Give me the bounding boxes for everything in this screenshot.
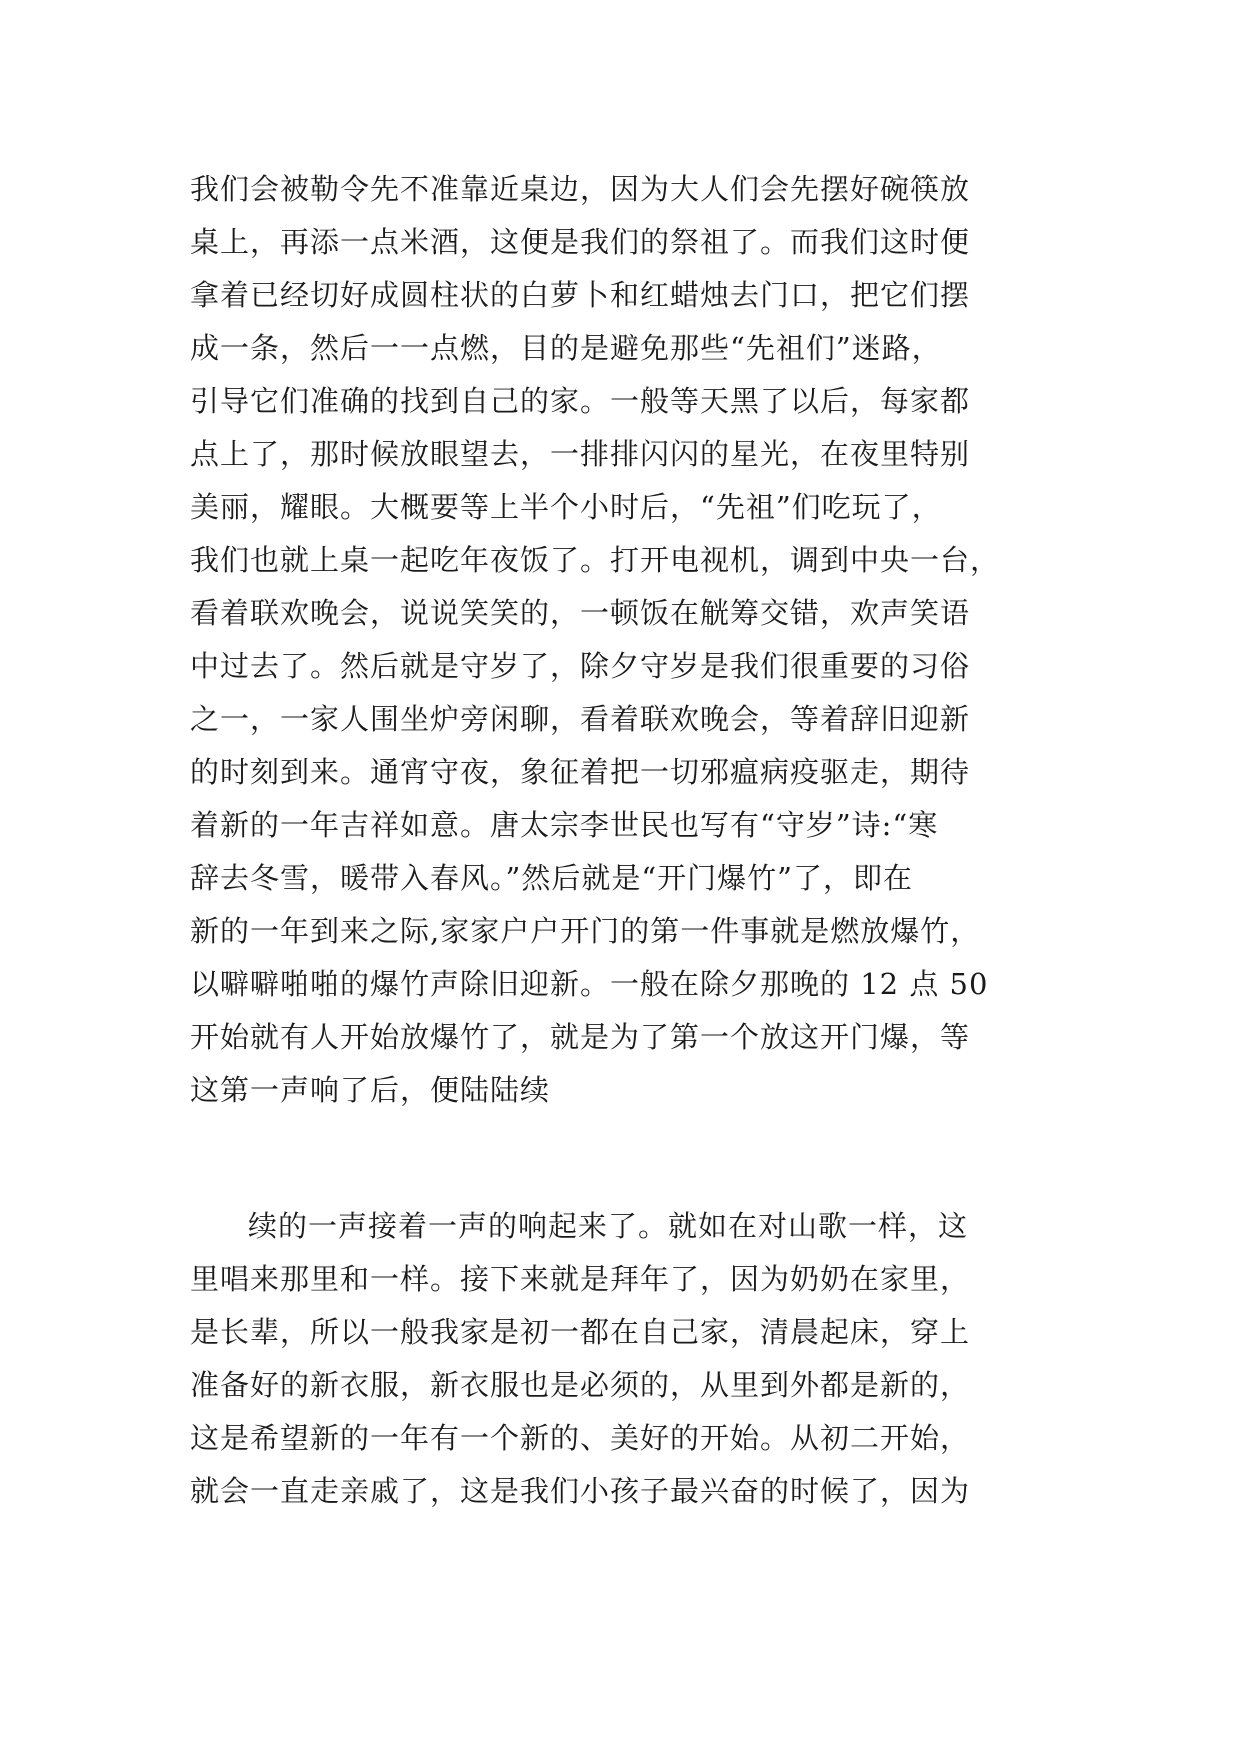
text-line: 点上了，那时候放眼望去，一排排闪闪的星光，在夜里特别 (190, 437, 971, 471)
text-line-indented: 续的一声接着一声的响起来了。就如在对山歌一样，这 (248, 1209, 969, 1243)
text-line: 新的一年到来之际,家家户户开门的第一件事就是燃放爆竹， (190, 914, 981, 948)
text-line: 辞去冬雪，暖带入春风。”然后就是“开门爆竹”了，即在 (190, 861, 913, 895)
text-line: 我们会被勒令先不准靠近桌边，因为大人们会先摆好碗筷放 (190, 172, 971, 206)
text-line: 桌上，再添一点米酒，这便是我们的祭祖了。而我们这时便 (190, 225, 971, 259)
text-line: 里唱来那里和一样。接下来就是拜年了，因为奶奶在家里， (190, 1262, 971, 1296)
text-line: 美丽，耀眼。大概要等上半个小时后，“先祖”们吃玩了， (190, 490, 942, 524)
text-line: 准备好的新衣服，新衣服也是必须的，从里到外都是新的， (190, 1368, 971, 1402)
text-line: 就会一直走亲戚了，这是我们小孩子最兴奋的时候了，因为 (190, 1474, 971, 1508)
text-line: 中过去了。然后就是守岁了，除夕守岁是我们很重要的习俗 (190, 649, 971, 683)
text-line: 开始就有人开始放爆竹了，就是为了第一个放这开门爆，等 (190, 1020, 971, 1054)
text-line: 是长辈，所以一般我家是初一都在自己家，清晨起床，穿上 (190, 1315, 971, 1349)
text-line: 看着联欢晚会，说说笑笑的，一顿饭在觥筹交错，欢声笑语 (190, 596, 971, 630)
text-line: 成一条，然后一一点燃，目的是避免那些“先祖们”迷路， (190, 331, 942, 365)
text-line: 我们也就上桌一起吃年夜饭了。打开电视机，调到中央一台， (190, 543, 1001, 577)
paragraph-2 (190, 1200, 1060, 1518)
text-line: 引导它们准确的找到自己的家。一般等天黑了以后，每家都 (190, 384, 971, 418)
text-line: 以噼噼啪啪的爆竹声除旧迎新。一般在除夕那晚的 12 点 50 (190, 967, 989, 1001)
text-line: 拿着已经切好成圆柱状的白萝卜和红蜡烛去门口，把它们摆 (190, 278, 971, 312)
paragraph-1 (190, 163, 1060, 1117)
text-line: 这是希望新的一年有一个新的、美好的开始。从初二开始， (190, 1421, 971, 1455)
text-line: 的时刻到来。通宵守夜，象征着把一切邪瘟病疫驱走，期待 (190, 755, 971, 789)
text-line: 这第一声响了后，便陆陆续 (190, 1073, 551, 1107)
text-line: 之一，一家人围坐炉旁闲聊，看着联欢晚会，等着辞旧迎新 (190, 702, 971, 736)
text-line: 着新的一年吉祥如意。唐太宗李世民也写有“守岁”诗:“寒 (190, 808, 939, 842)
